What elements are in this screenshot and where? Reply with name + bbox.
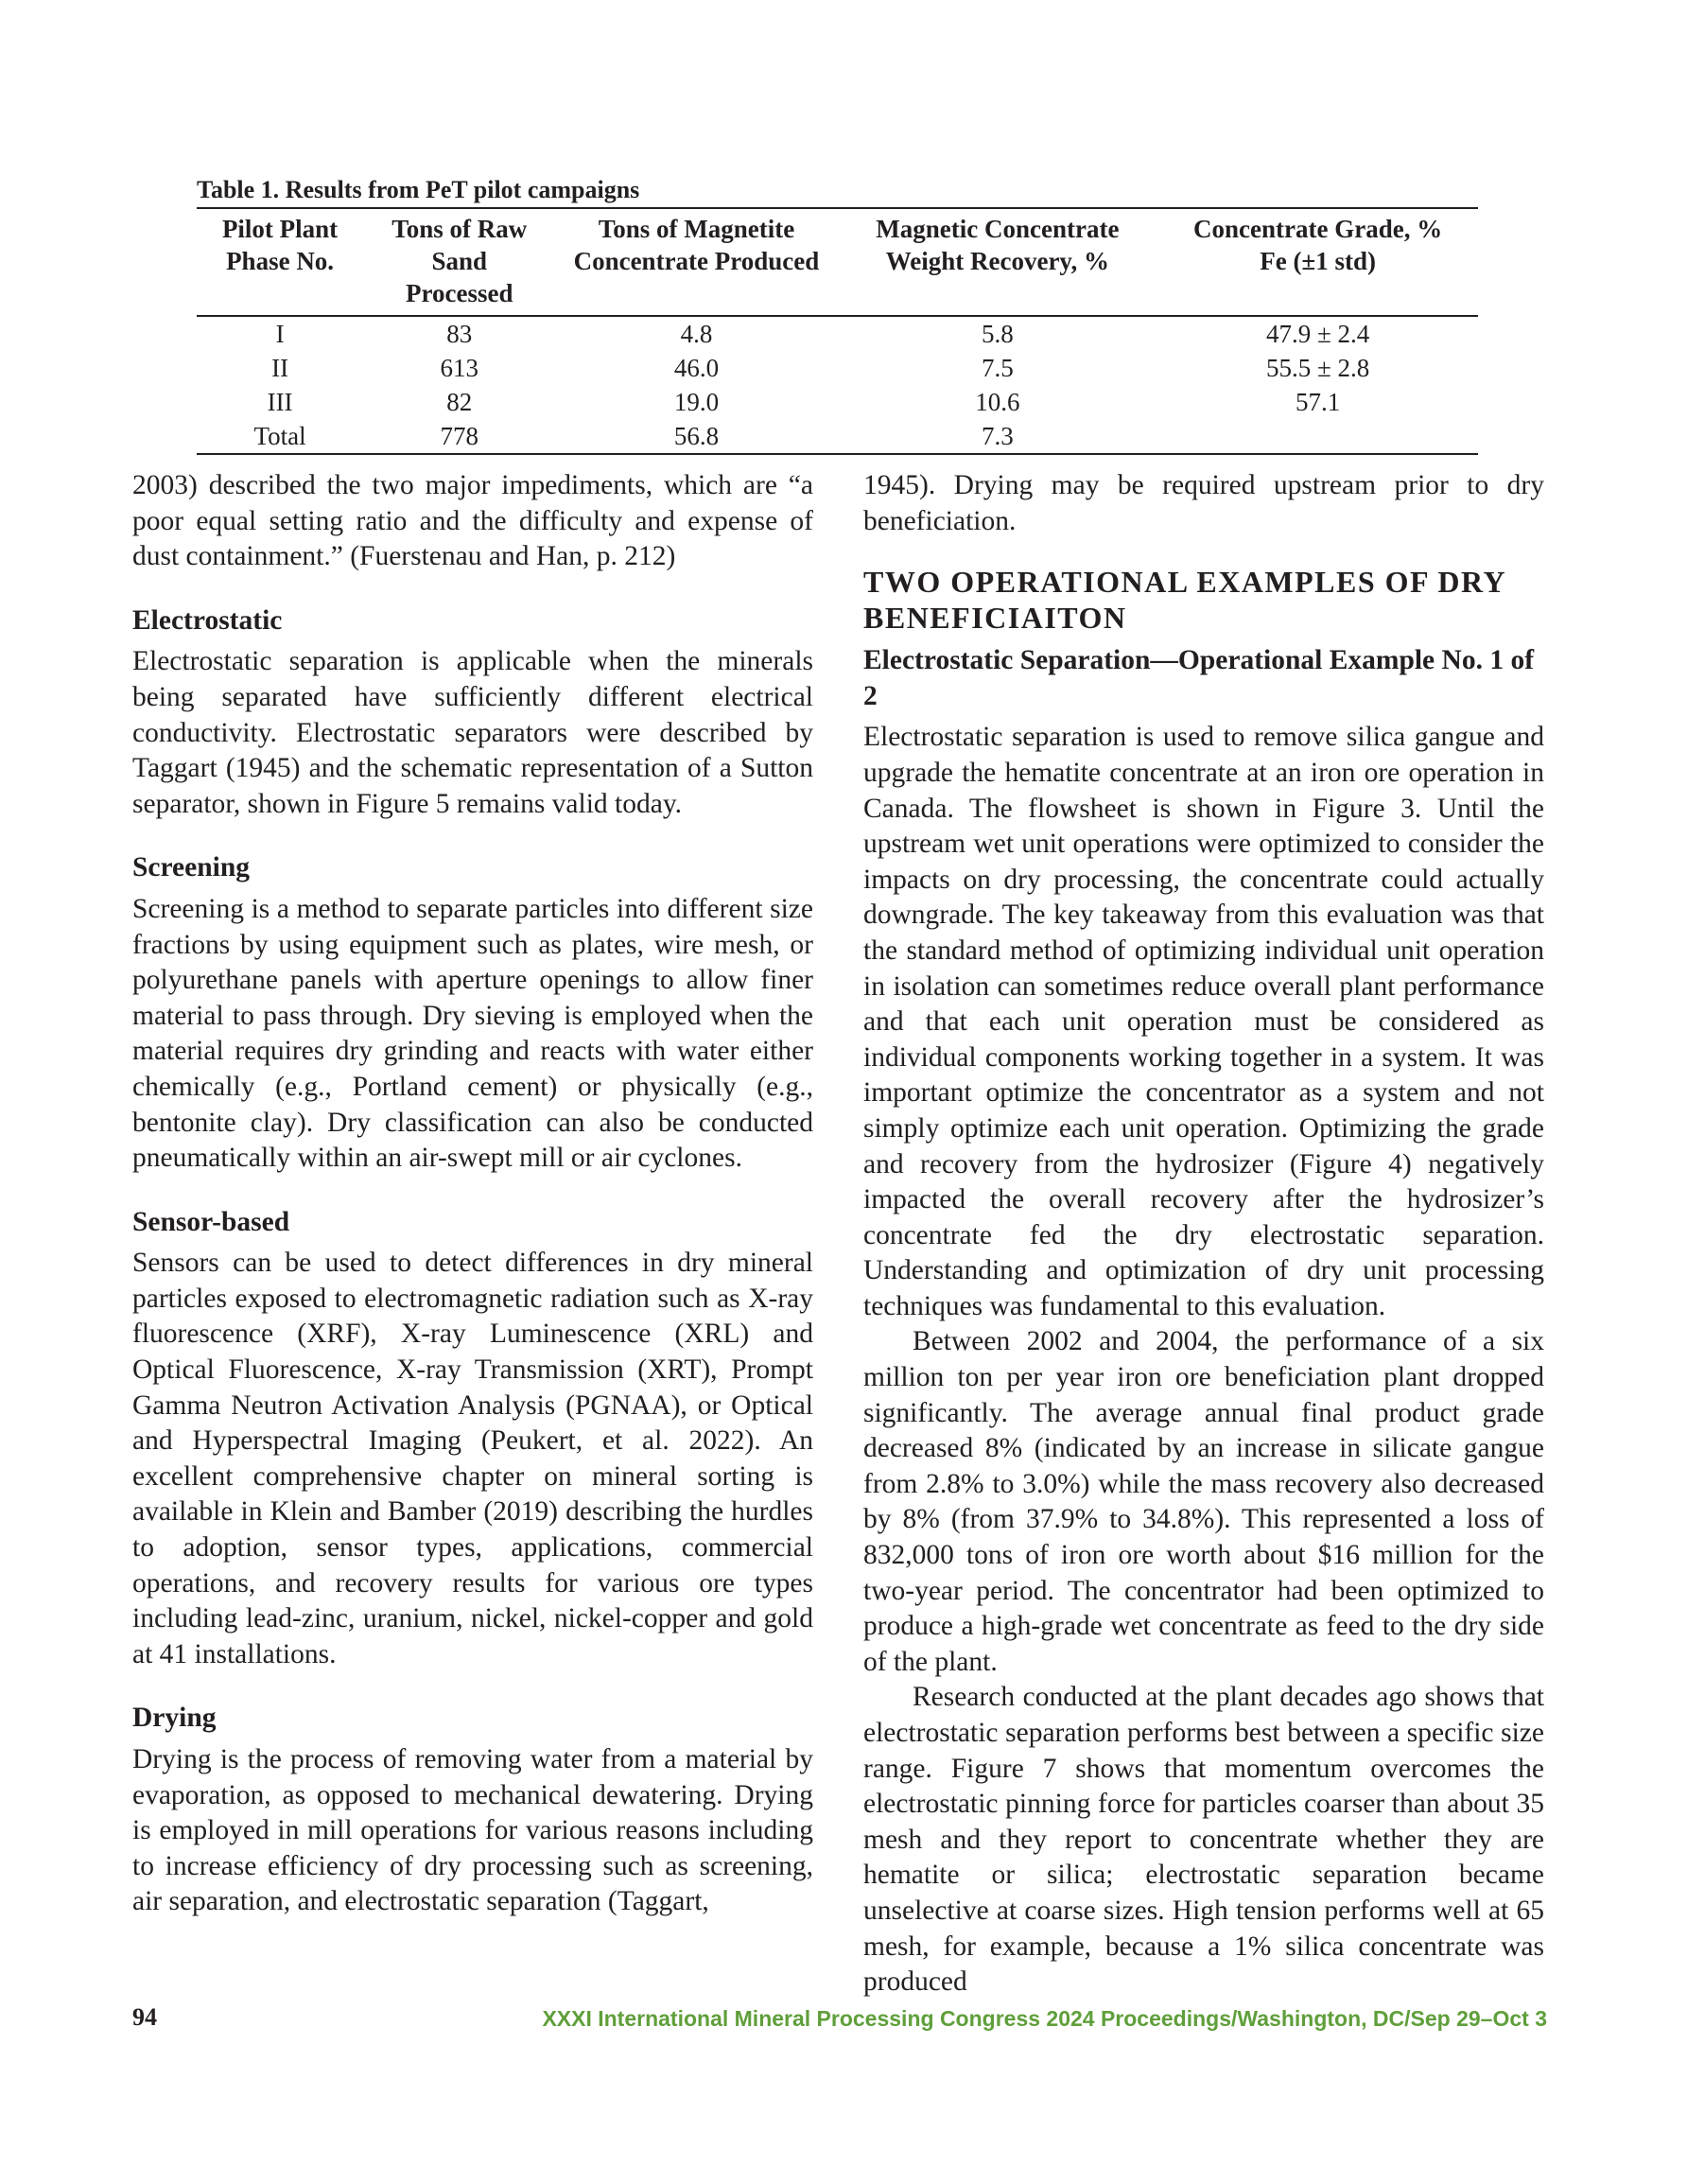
table-cell: 83 xyxy=(446,320,473,348)
table-cell: 19.0 xyxy=(673,388,720,416)
header-pilot-plant xyxy=(197,208,363,316)
table-header-row xyxy=(197,208,1478,316)
table-row xyxy=(197,316,1478,351)
electrostatic-paragraph: Electrostatic separation is applicable when the minerals being separated have sufficiently different electrical conductivity. Electrostatic separators were described by Taggart (1945) and the schematic representation of a Sutton separator, shown in Figure 5 remains valid today. xyxy=(132,646,813,819)
screening-paragraph: Screening is a method to separate particles into different size fractions by using equipment such as plates, wire mesh, or polyurethane panels with aperture openings to allow finer material to pass through. Dry sieving is employed when the material requires dry grinding and reacts with water either chemically (e.g., Portland cement) or physically (e.g., bentonite clay). Dry classification can also be conducted pneumatically within an air-swept mill or air cyclones. xyxy=(132,893,813,1174)
page-number: 94 xyxy=(132,2003,157,2031)
heading-sensor-based: Sensor-based xyxy=(132,1206,290,1237)
header-weight-recovery xyxy=(837,208,1157,316)
right-column xyxy=(863,468,1544,2001)
table-cell: 46.0 xyxy=(673,354,720,382)
table-caption: Table 1. Results from PeT pilot campaigns xyxy=(197,176,640,203)
header-raw-sand xyxy=(363,208,555,316)
running-footer: XXXI International Mineral Processing Congress 2024 Proceedings/Washington, DC/Sep 29–Oct 3 xyxy=(542,2006,1547,2031)
table-cell: II xyxy=(271,354,289,382)
intro-paragraph: 2003) described the two major impediments, which are “a poor equal setting ratio and the difficulty and expense of dust containment.” (Fuerstenau and Han, p. 212) xyxy=(132,470,813,572)
header-line: Weight Recovery, % xyxy=(885,247,1109,275)
table-cell: 5.8 xyxy=(981,320,1014,348)
header-line: Concentrate Grade, % xyxy=(1193,215,1443,243)
table-cell: 4.8 xyxy=(680,320,713,348)
table-row xyxy=(197,419,1478,454)
header-line: Phase No. xyxy=(226,247,335,275)
body-paragraph: Electrostatic separation is used to remove silica gangue and upgrade the hematite concentrate at an iron ore operation in Canada. The flowsheet is shown in Figure 3. Until the upstream wet unit operations were optimized to consider the impacts on dry processing, the concentrate could actually downgrade. The key takeaway from this evaluation was that the standard method of optimizing individual unit operation in isolation can sometimes reduce overall plant performance and that each unit operation must be considered as individual components working together in a system. It was important optimize the concentrator as a system and not simply optimize each unit operation. Optimizing the grade and recovery from the hydrosizer (Figure 4) negatively impacted the overall recovery after the hydrosizer’s concentrate fed the dry electrostatic separation. Understanding and optimization of dry unit processing techniques was fundamental to this evaluation. xyxy=(863,722,1544,1321)
table-cell: 55.5 ± 2.8 xyxy=(1265,354,1370,382)
subsection-heading: Electrostatic Separation—Operational Example No. 1 of 2 xyxy=(863,645,1535,711)
sensor-paragraph: Sensors can be used to detect differences in dry mineral particles exposed to electromagnetic radiation such as X-ray fluorescence (XRF), X-ray Luminescence (XRL) and Optical Fluorescence, X-ray Transmission (XRT), Prompt Gamma Neutron Activation Analysis (PGNAA), or Optical and Hyperspectral Imaging (Peukert, et al. 2022). An excellent comprehensive chapter on mineral sorting is available in Klein and Bamber (2019) describing the hurdles to adoption, sensor types, applications, commercial operations, and recovery results for various ore types including lead-zinc, uranium, nickel, nickel-copper and gold at 41 installations. xyxy=(132,1248,813,1669)
table-row xyxy=(197,385,1478,419)
table-cell: 57.1 xyxy=(1295,388,1341,416)
heading-drying: Drying xyxy=(132,1703,217,1734)
heading-electrostatic: Electrostatic xyxy=(132,604,283,636)
table-cell: Total xyxy=(253,422,306,450)
intro-paragraph: 1945). Drying may be required upstream prior to dry beneficiation. xyxy=(863,470,1544,536)
body-paragraph: Between 2002 and 2004, the performance of a six million ton per year iron ore beneficiation plant dropped significantly. The average annual final product grade decreased 8% (indicated by an increase in silicate gangue from 2.8% to 3.0%) while the mass recovery also decreased by 8% (from 37.9% to 34.8%). This represented a loss of 832,000 tons of iron ore worth about $16 million for the two-year period. The concentrator had been optimized to produce a high-grade wet concentrate as feed to the dry side of the plant. xyxy=(863,1326,1544,1677)
header-concentrate-grade xyxy=(1157,208,1478,316)
table-cell: 82 xyxy=(446,388,473,416)
header-line: Magnetic Concentrate xyxy=(876,215,1120,243)
results-table xyxy=(197,207,1478,455)
table-cell: 47.9 ± 2.4 xyxy=(1265,320,1370,348)
header-line: Pilot Plant xyxy=(221,215,339,243)
table-cell: 56.8 xyxy=(673,422,720,450)
body-paragraph: Research conducted at the plant decades ago shows that electrostatic separation performs best between a specific size range. Figure 7 shows that momentum overcomes the electrostatic pinning force for particles coarser than about 35 mesh and they report to concentrate whether they are hematite or silica; electrostatic separation became unselective at coarse sizes. High tension performs well at 65 mesh, for example, because a 1% silica concentrate was produced xyxy=(863,1682,1544,1998)
left-column xyxy=(132,468,813,1920)
table-row xyxy=(197,351,1478,385)
header-line: Concentrate Produced xyxy=(573,247,820,275)
header-line: Tons of Raw Sand xyxy=(391,215,528,275)
table-cell: III xyxy=(267,388,293,416)
table-cell: 7.5 xyxy=(981,354,1014,382)
table-cell: 778 xyxy=(440,422,479,450)
table-cell: 7.3 xyxy=(981,422,1014,450)
table-cell: 613 xyxy=(440,354,479,382)
drying-paragraph: Drying is the process of removing water from a material by evaporation, as opposed to mechanical dewatering. Drying is employed in mill operations for various reasons including to increase efficiency of dry processing such as screening, air separation, and electrostatic separation (Taggart, xyxy=(132,1744,813,1917)
results-table-block xyxy=(197,175,1478,455)
header-line: Tons of Magnetite xyxy=(598,215,795,243)
header-line: Processed xyxy=(406,279,513,307)
heading-screening: Screening xyxy=(132,852,251,883)
section-heading: TWO OPERATIONAL EXAMPLES OF DRY BENEFICIAITON xyxy=(863,565,1505,636)
table-cell: 10.6 xyxy=(975,388,1020,416)
table-cell xyxy=(1157,419,1478,454)
header-line: Fe (±1 std) xyxy=(1260,247,1377,275)
table-cell: I xyxy=(275,320,285,348)
header-magnetite xyxy=(555,208,837,316)
